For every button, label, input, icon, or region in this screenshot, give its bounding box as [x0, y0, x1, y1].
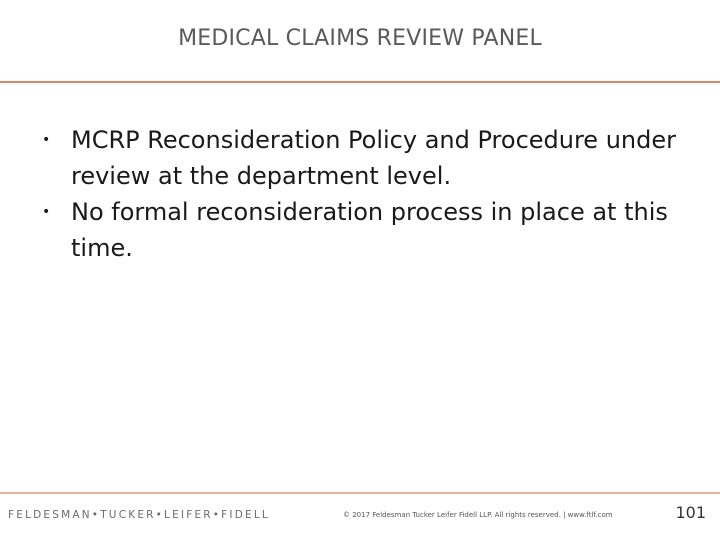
bullet-text: No formal reconsideration process in place at this time. [71, 198, 668, 262]
bullet-item [30, 122, 690, 194]
copyright-notice: © 2017 Feldesman Tucker Leifer Fidell LLP. All rights reserved. | www.ftlf.com [343, 511, 613, 519]
firm-logo: FELDESMAN•TUCKER•LEIFER•FIDELL [8, 509, 270, 521]
bullet-item [30, 194, 690, 266]
bullet-marker: • [42, 132, 51, 148]
bullet-list [30, 122, 690, 266]
bullet-text: MCRP Reconsideration Policy and Procedure under review at the department level. [71, 126, 676, 190]
title-divider [0, 81, 720, 83]
slide-title: MEDICAL CLAIMS REVIEW PANEL [178, 26, 542, 51]
footer-divider [0, 492, 720, 494]
bullet-marker: • [42, 204, 51, 220]
page-number: 101 [675, 503, 706, 522]
